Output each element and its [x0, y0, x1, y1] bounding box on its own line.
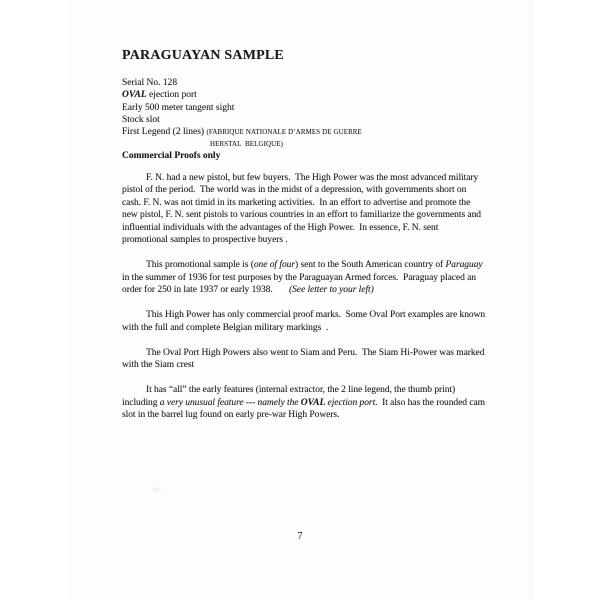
- spec-commercial-proofs: Commercial Proofs only: [122, 151, 221, 162]
- document-content: [122, 48, 486, 434]
- spec-legend-line2: HERSTAL BELGIQUE): [210, 141, 284, 149]
- paragraph-proof-marks: This High Power has only commercial proof marks. Some Oval Port examples are known with the full and complete Belgian military markings .: [122, 310, 488, 333]
- document-title: PARAGUAYAN SAMPLE: [122, 48, 284, 63]
- paragraph-siam-peru: The Oval Port High Powers also went to Siam and Peru. The Siam Hi-Power was marked with the Siam crest: [122, 347, 487, 371]
- paragraph-early-features: It has “all” the early features (internal extractor, the 2 line legend, the thumb print) including a very unusual feature --- namely the OVAL ejection port. It also has the rounded cam slot in the barrel lug found on early pre-war High Powers.: [122, 385, 488, 421]
- paragraph-promotional-sample: This promotional sample is (one of four) sent to the South American country of Paraguay in the summer of 1936 for test purposes by the Paraguayan Armed forces. Paraguay placed an order for 250 in late 1937 or early 1938. (See letter to your left): [122, 260, 485, 296]
- scan-smudge-artifact: [151, 486, 163, 493]
- spec-list: [122, 77, 486, 163]
- page-number: 7: [297, 531, 303, 542]
- spec-ejection-port: OVAL ejection port: [122, 90, 197, 101]
- body-paragraphs: [122, 172, 486, 422]
- spec-first-legend: First Legend (2 lines) (FABRIQUE NATIONALE D’ARMES DE GUERRE: [122, 127, 362, 138]
- spec-tangent-sight: Early 500 meter tangent sight: [122, 102, 235, 113]
- spec-stock-slot: Stock slot: [122, 114, 160, 125]
- paragraph-intro: F. N. had a new pistol, but few buyers. The High Power was the most advanced military pistol of the period. The world was in the midst of a depression, with governments short on cash. F. N. was not timid in its marketing activities. In an effort to advertise and promote the new pistol, F. N. sent pistols to various countries in an effort to familiarize the governments and influential individuals with the advantages of the High Power. In essence, F. N. sent promotional samples to prospective buyers .: [122, 172, 484, 246]
- spec-serial-number: Serial No. 128: [122, 78, 178, 88]
